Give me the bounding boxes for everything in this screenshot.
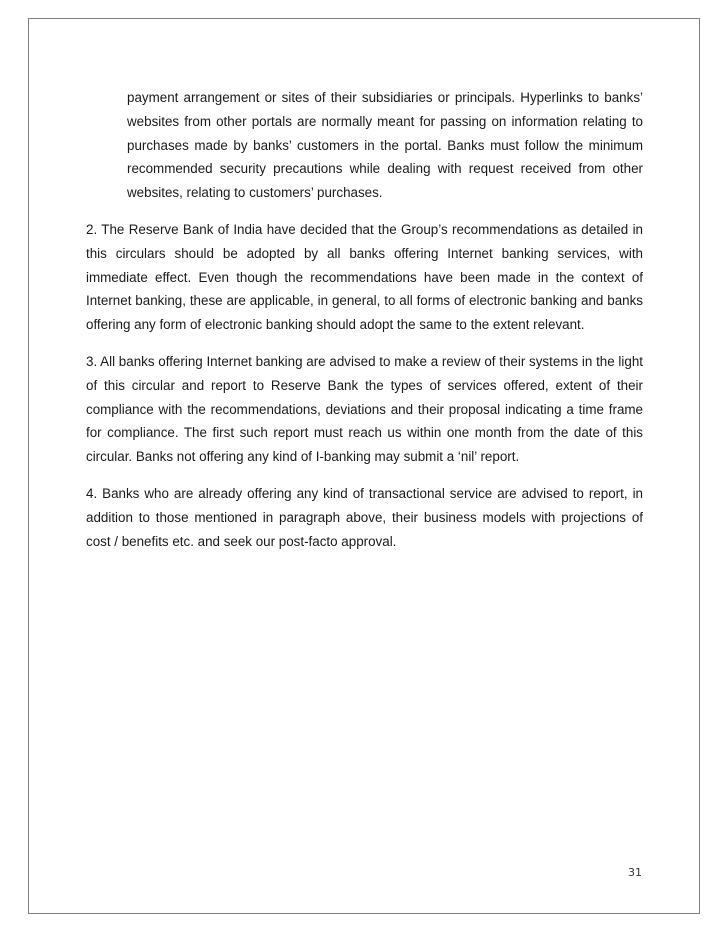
document-body	[86, 86, 643, 553]
page-number: 31	[628, 866, 642, 879]
paragraph-2: 2. The Reserve Bank of India have decided that the Group’s recommendations as detailed in this circulars should be adopted by all banks offering Internet banking services, with immediate effect. Even though the recommendations have been made in the context of Internet banking, these are applicable, in general, to all forms of electronic banking and banks offering any form of electronic banking should adopt the same to the extent relevant.	[86, 221, 643, 333]
continuation-paragraph: payment arrangement or sites of their subsidiaries or principals. Hyperlinks to banks’ websites from other portals are normally meant for passing on information relating to purchases made by banks’ customers in the portal. Banks must follow the minimum recommended security precautions while dealing with request received from other websites, relating to customers’ purchases.	[127, 90, 643, 201]
paragraph-3: 3. All banks offering Internet banking are advised to make a review of their systems in the light of this circular and report to Reserve Bank the types of services offered, extent of their compliance with the recommendations, deviations and their proposal indicating a time frame for compliance. The first such report must reach us within one month from the date of this circular. Banks not offering any kind of I-banking may submit a ‘nil’ report.	[86, 353, 643, 465]
paragraph-4: 4. Banks who are already offering any kind of transactional service are advised to report, in addition to those mentioned in paragraph above, their business models with projections of cost / benefits etc. and seek our post-facto approval.	[86, 485, 643, 549]
